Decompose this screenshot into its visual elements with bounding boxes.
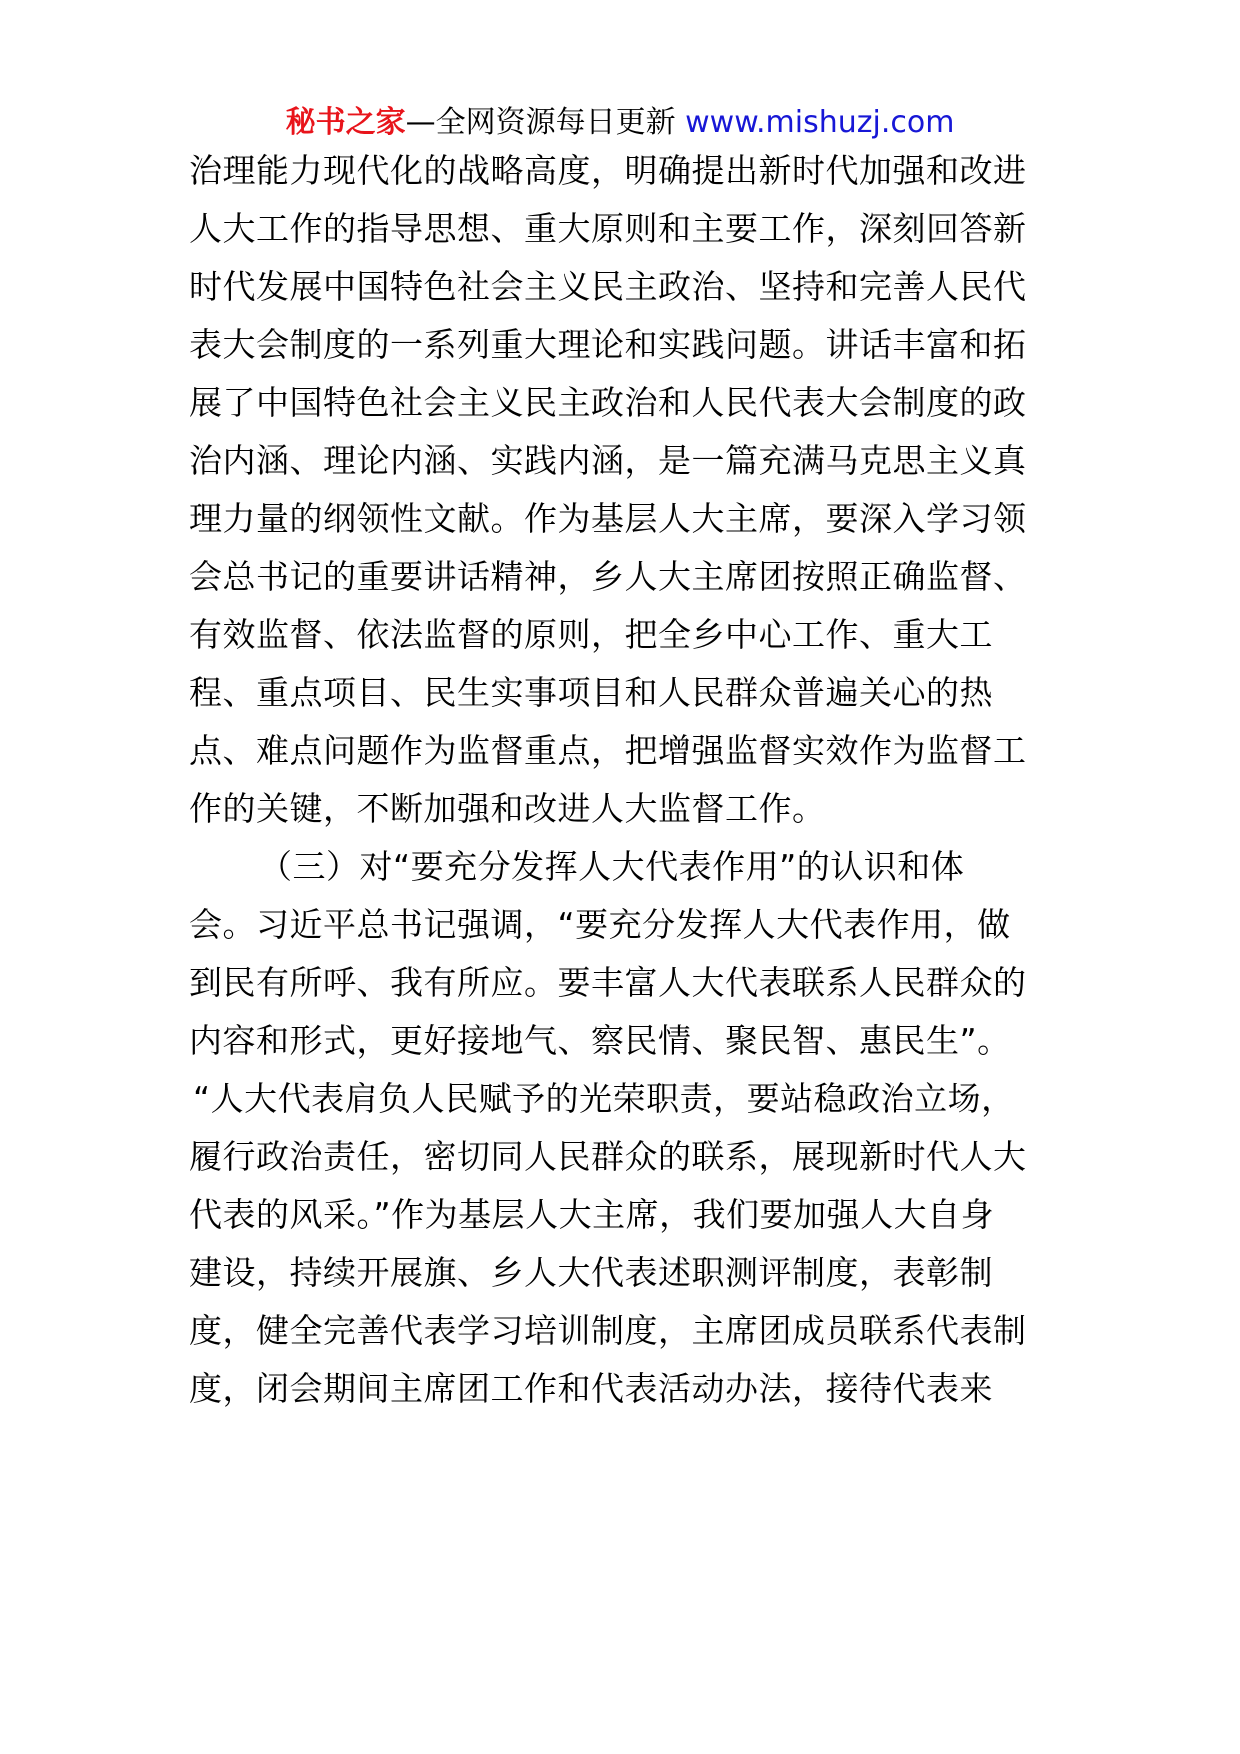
text-line: 度，闭会期间主席团工作和代表活动办法，接待代表来: [189, 1369, 993, 1408]
section-heading-line: （三）对“要充分发挥人大代表作用”的认识和体: [259, 847, 965, 886]
text-line: 到民有所呼、我有所应。要丰富人大代表联系人民群众的: [189, 963, 1027, 1002]
text-line: 治理能力现代化的战略高度，明确提出新时代加强和改进: [189, 151, 1027, 190]
text-line: 有效监督、依法监督的原则，把全乡中心工作、重大工: [189, 615, 993, 654]
text-line: 程、重点项目、民生实事项目和人民群众普遍关心的热: [189, 673, 993, 712]
page-header: [0, 103, 1240, 143]
text-line: 理力量的纲领性文献。作为基层人大主席，要深入学习领: [189, 499, 1027, 538]
text-line: 内容和形式，更好接地气、察民情、聚民智、惠民生”。: [189, 1021, 1011, 1060]
text-line: 治内涵、理论内涵、实践内涵，是一篇充满马克思主义真: [189, 441, 1027, 480]
text-line: 度，健全完善代表学习培训制度，主席团成员联系代表制: [189, 1311, 1027, 1350]
text-line: 作的关键，不断加强和改进人大监督工作。: [189, 789, 826, 828]
text-line: 展了中国特色社会主义民主政治和人民代表大会制度的政: [189, 383, 1027, 422]
text-line: 表大会制度的一系列重大理论和实践问题。讲话丰富和拓: [189, 325, 1027, 364]
text-line: 人大工作的指导思想、重大原则和主要工作，深刻回答新: [189, 209, 1027, 248]
text-line: 点、难点问题作为监督重点，把增强监督实效作为监督工: [189, 731, 1027, 770]
header-site-url[interactable]: www.mishuzj.com: [685, 105, 955, 140]
text-line: 建设，持续开展旗、乡人大代表述职测评制度，表彰制: [189, 1253, 993, 1292]
text-line: 时代发展中国特色社会主义民主政治、坚持和完善人民代: [189, 267, 1027, 306]
text-line: 履行政治责任，密切同人民群众的联系，展现新时代人大: [189, 1137, 1027, 1176]
text-line: 会总书记的重要讲话精神，乡人大主席团按照正确监督、: [189, 557, 1027, 596]
text-line: 会。习近平总书记强调，“要充分发挥人大代表作用，做: [189, 905, 1011, 944]
text-line: “人大代表肩负人民赋予的光荣职责，要站稳政治立场，: [193, 1079, 1015, 1118]
text-line: 代表的风采。”作为基层人大主席，我们要加强人大自身: [189, 1195, 995, 1234]
header-tagline: —全网资源每日更新: [405, 105, 686, 140]
header-brand: 秘书之家: [285, 105, 406, 140]
